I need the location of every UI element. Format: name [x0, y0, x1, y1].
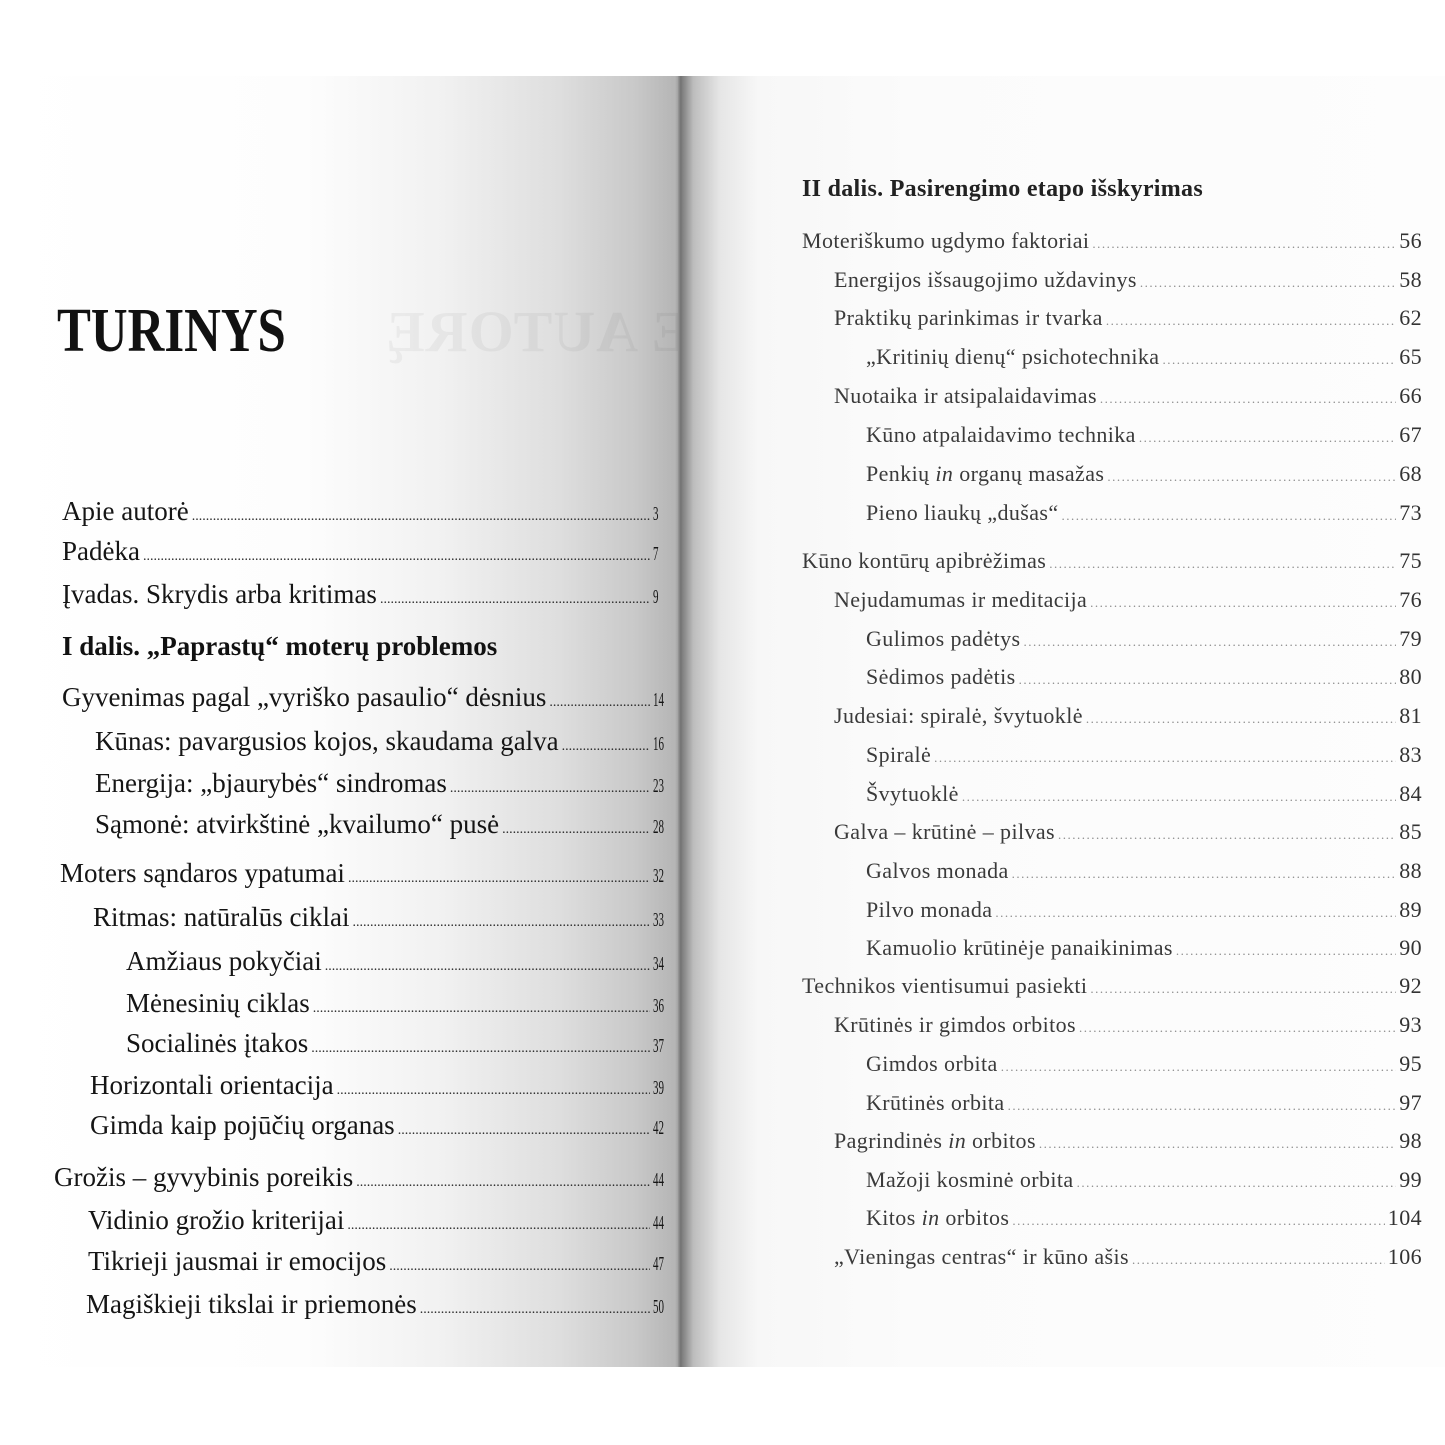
toc-entry-label: Kūno atpalaidavimo technika	[866, 422, 1136, 447]
toc-entry-label: Galvos monada	[866, 858, 1009, 883]
toc-entry[interactable]	[866, 781, 1422, 807]
toc-entry-page: 58	[1399, 267, 1422, 292]
toc-entry-label: Pieno liaukų „dušas“	[866, 500, 1059, 525]
leader-dots	[1086, 711, 1396, 727]
toc-entry[interactable]	[54, 1162, 664, 1193]
toc-entry-page: 89	[1399, 897, 1422, 922]
leader-dots	[389, 1259, 650, 1275]
toc-entry-label: Praktikų parinkimas ir tvarka	[834, 305, 1103, 330]
toc-entry-label: Mažoji kosminė orbita	[866, 1167, 1074, 1192]
toc-entry[interactable]	[866, 422, 1422, 448]
leader-dots	[356, 1175, 650, 1191]
toc-entry-page: 68	[1399, 461, 1422, 486]
leader-dots	[1107, 469, 1396, 485]
book-spread	[0, 76, 1445, 1367]
toc-entry-page: 66	[1399, 383, 1422, 408]
leader-dots	[502, 822, 650, 838]
toc-entry-label: Gulimos padėtys	[866, 626, 1021, 651]
toc-entry-label: Judesiai: spiralė, švytuoklė	[834, 703, 1083, 728]
toc-entry-label: Penkių in organų masažas	[866, 461, 1105, 486]
toc-entry-label: Technikos vientisumui pasiekti	[802, 973, 1088, 998]
toc-entry-label: Krūtinės orbita	[866, 1090, 1005, 1115]
toc-entry[interactable]	[90, 1070, 664, 1101]
toc-entry-page: 50	[653, 1296, 664, 1318]
toc-entry-page: 106	[1387, 1244, 1422, 1269]
leader-dots	[1090, 981, 1396, 997]
leader-dots	[1012, 1213, 1384, 1229]
toc-entry-label: „Kritinių dienų“ psichotechnika	[866, 344, 1160, 369]
toc-entry[interactable]	[866, 626, 1422, 652]
toc-entry-page: 42	[653, 1117, 664, 1139]
toc-entry-page: 88	[1399, 858, 1422, 883]
toc-entry[interactable]	[834, 1128, 1422, 1154]
toc-entry[interactable]	[866, 1090, 1422, 1116]
toc-entry[interactable]	[834, 383, 1422, 409]
toc-entry[interactable]	[60, 858, 664, 889]
leader-dots	[1106, 313, 1396, 329]
leader-dots	[1132, 1252, 1385, 1268]
toc-entry-label: Moters sąndaros ypatumai	[60, 858, 345, 888]
toc-entry[interactable]	[866, 344, 1422, 370]
leader-dots	[192, 509, 650, 525]
toc-entry-page: 73	[1399, 500, 1422, 525]
leader-dots	[1039, 1136, 1396, 1152]
toc-entry[interactable]	[90, 1110, 664, 1141]
leader-dots	[1139, 430, 1396, 446]
toc-entry[interactable]	[834, 819, 1422, 845]
toc-entry-label: Energija: „bjaurybės“ sindromas	[95, 768, 447, 798]
toc-entry-page: 104	[1387, 1205, 1422, 1230]
toc-entry[interactable]	[866, 664, 1422, 690]
toc-entry-page: 81	[1399, 703, 1422, 728]
toc-entry-label: Energijos išsaugojimo uždavinys	[834, 267, 1137, 292]
toc-entry-page: 79	[1399, 626, 1422, 651]
leader-dots	[1008, 1098, 1397, 1114]
toc-entry-page: 85	[1399, 819, 1422, 844]
leader-dots	[143, 549, 650, 565]
toc-entry-label: Gimda kaip pojūčių organas	[90, 1110, 395, 1140]
toc-entry[interactable]	[866, 935, 1422, 961]
toc-entry-page: 44	[653, 1212, 664, 1234]
toc-entry-label: Mėnesinių ciklas	[126, 988, 310, 1018]
toc-entry-page: 65	[1399, 344, 1422, 369]
toc-entry[interactable]	[126, 988, 664, 1019]
toc-entry-page: 34	[653, 953, 664, 975]
leader-dots	[348, 871, 650, 887]
toc-entry-page: 93	[1399, 1012, 1422, 1037]
toc-entry-page: 75	[1399, 548, 1422, 573]
toc-entry[interactable]	[62, 536, 664, 567]
toc-entry[interactable]	[802, 548, 1422, 574]
toc-entry[interactable]	[834, 587, 1422, 613]
toc-entry-page: 23	[653, 775, 664, 797]
toc-entry[interactable]	[62, 496, 664, 527]
toc-entry-page: 98	[1399, 1128, 1422, 1153]
toc-entry-label: Magiškieji tikslai ir priemonės	[86, 1289, 417, 1319]
toc-entry-page: 76	[1399, 587, 1422, 612]
toc-entry-label: Kūno kontūrų apibrėžimas	[802, 548, 1047, 573]
leader-dots	[1019, 672, 1397, 688]
toc-entry[interactable]	[866, 742, 1422, 768]
toc-entry[interactable]	[866, 858, 1422, 884]
leader-dots	[311, 1041, 650, 1057]
toc-entry[interactable]	[88, 1205, 664, 1236]
toc-entry-label: Galva – krūtinė – pilvas	[834, 819, 1055, 844]
toc-entry-page: 80	[1399, 664, 1422, 689]
leader-dots	[1079, 1020, 1396, 1036]
toc-entry-page: 90	[1399, 935, 1422, 960]
toc-entry[interactable]	[866, 500, 1422, 526]
toc-entry-page: 7	[653, 543, 659, 565]
leader-dots	[1001, 1059, 1396, 1075]
toc-entry-page: 14	[653, 689, 664, 711]
leader-dots	[450, 781, 650, 797]
toc-entry-label: Tikrieji jausmai ir emocijos	[88, 1246, 387, 1276]
toc-entry-label: Gyvenimas pagal „vyriško pasaulio“ dėsnius	[62, 682, 547, 712]
toc-entry-label: Nejudamumas ir meditacija	[834, 587, 1088, 612]
toc-entry-label: Kamuolio krūtinėje panaikinimas	[866, 935, 1173, 960]
leader-dots	[1049, 556, 1396, 572]
toc-entry[interactable]	[834, 1012, 1422, 1038]
toc-entry-page: 39	[653, 1077, 664, 1099]
toc-entry[interactable]	[62, 579, 664, 610]
toc-entry[interactable]	[866, 1051, 1422, 1077]
leader-dots	[1062, 508, 1397, 524]
leader-dots	[380, 592, 650, 608]
italic-term: in	[935, 461, 954, 486]
toc-entry[interactable]	[62, 682, 664, 713]
toc-entry[interactable]	[802, 228, 1422, 254]
toc-entry[interactable]	[866, 1167, 1422, 1193]
toc-entry-label: Gimdos orbita	[866, 1051, 998, 1076]
leader-dots	[1058, 827, 1396, 843]
part-heading: II dalis. Pasirengimo etapo išskyrimas	[802, 176, 1203, 202]
leader-dots	[347, 1218, 650, 1234]
toc-entry[interactable]	[86, 1289, 664, 1320]
toc-entry-label: Sąmonė: atvirkštinė „kvailumo“ pusė	[95, 809, 500, 839]
leader-dots	[1090, 595, 1396, 611]
toc-entry[interactable]	[834, 1244, 1422, 1270]
toc-entry-label: Pagrindinės in orbitos	[834, 1128, 1036, 1153]
leader-dots	[1077, 1175, 1397, 1191]
toc-entry[interactable]	[802, 973, 1422, 999]
toc-entry-page: 62	[1399, 305, 1422, 330]
toc-entry[interactable]	[834, 305, 1422, 331]
leader-dots	[313, 1001, 650, 1017]
page-title: TURINYS	[57, 297, 286, 365]
toc-entry-page: 47	[653, 1253, 664, 1275]
toc-entry-label: Kitos in orbitos	[866, 1205, 1010, 1230]
toc-entry[interactable]	[126, 1028, 664, 1059]
toc-entry-label: Įvadas. Skrydis arba kritimas	[62, 579, 377, 609]
toc-entry-label: Padėka	[62, 536, 140, 566]
toc-entry[interactable]	[95, 768, 664, 799]
toc-entry-label: Moteriškumo ugdymo faktoriai	[802, 228, 1090, 253]
toc-entry-page: 97	[1399, 1090, 1422, 1115]
leader-dots	[562, 739, 650, 755]
leader-dots	[934, 750, 1396, 766]
toc-entry-label: Sėdimos padėtis	[866, 664, 1016, 689]
toc-entry-page: 9	[653, 586, 659, 608]
toc-entry-label: „Vieningas centras“ ir kūno ašis	[834, 1244, 1129, 1269]
toc-entry-label: Kūnas: pavargusios kojos, skaudama galva	[95, 726, 559, 756]
leader-dots	[1092, 236, 1396, 252]
toc-entry-label: Amžiaus pokyčiai	[126, 946, 322, 976]
toc-entry-label: Vidinio grožio kriterijai	[88, 1205, 345, 1235]
leader-dots	[420, 1302, 650, 1318]
toc-entry-page: 67	[1399, 422, 1422, 447]
toc-entry-page: 28	[653, 816, 664, 838]
toc-entry-label: Apie autorė	[62, 496, 189, 526]
leader-dots	[337, 1083, 650, 1099]
toc-entry[interactable]	[866, 1205, 1422, 1231]
leader-dots	[1140, 275, 1396, 291]
toc-entry-label: Horizontali orientacija	[90, 1070, 334, 1100]
leader-dots	[1100, 391, 1396, 407]
toc-entry[interactable]	[834, 267, 1422, 293]
toc-entry-page: 99	[1399, 1167, 1422, 1192]
toc-entry-page: 32	[653, 865, 664, 887]
toc-entry-page: 3	[653, 503, 659, 525]
toc-entry[interactable]	[834, 703, 1422, 729]
leader-dots	[549, 695, 650, 711]
toc-entry[interactable]	[95, 726, 664, 757]
leader-dots	[398, 1123, 650, 1139]
toc-entry-page: 16	[653, 733, 664, 755]
toc-entry-label: Ritmas: natūralūs ciklai	[93, 902, 350, 932]
italic-term: in	[921, 1205, 940, 1230]
italic-term: in	[948, 1128, 967, 1153]
toc-entry-label: Pilvo monada	[866, 897, 993, 922]
toc-entry-page: 44	[653, 1169, 664, 1191]
toc-entry-label: Švytuoklė	[866, 781, 959, 806]
toc-entry-page: 83	[1399, 742, 1422, 767]
toc-entry-page: 36	[653, 995, 664, 1017]
leader-dots	[962, 789, 1396, 805]
leader-dots	[352, 915, 650, 931]
toc-entry[interactable]	[866, 897, 1422, 923]
toc-entry[interactable]	[126, 946, 664, 977]
toc-entry[interactable]	[93, 902, 664, 933]
leader-dots	[1162, 352, 1396, 368]
toc-entry-label: Grožis – gyvybinis poreikis	[54, 1162, 354, 1192]
toc-entry-label: Socialinės įtakos	[126, 1028, 309, 1058]
toc-entry[interactable]	[866, 461, 1422, 487]
part-heading: I dalis. „Paprastų“ moterų problemos	[62, 631, 498, 661]
toc-entry[interactable]	[88, 1246, 664, 1277]
toc-entry-page: 56	[1399, 228, 1422, 253]
toc-entry-page: 92	[1399, 973, 1422, 998]
toc-entry-label: Nuotaika ir atsipalaidavimas	[834, 383, 1097, 408]
left-page	[0, 76, 682, 1367]
leader-dots	[325, 959, 650, 975]
leader-dots	[1024, 634, 1397, 650]
toc-entry-page: 33	[653, 909, 664, 931]
toc-entry-label: Krūtinės ir gimdos orbitos	[834, 1012, 1077, 1037]
toc-entry[interactable]	[95, 809, 664, 840]
toc-entry-page: 84	[1399, 781, 1422, 806]
leader-dots	[1176, 943, 1396, 959]
toc-entry-label: Spiralė	[866, 742, 932, 767]
leader-dots	[995, 905, 1396, 921]
toc-entry-page: 37	[653, 1035, 664, 1057]
leader-dots	[1012, 866, 1397, 882]
toc-entry-page: 95	[1399, 1051, 1422, 1076]
